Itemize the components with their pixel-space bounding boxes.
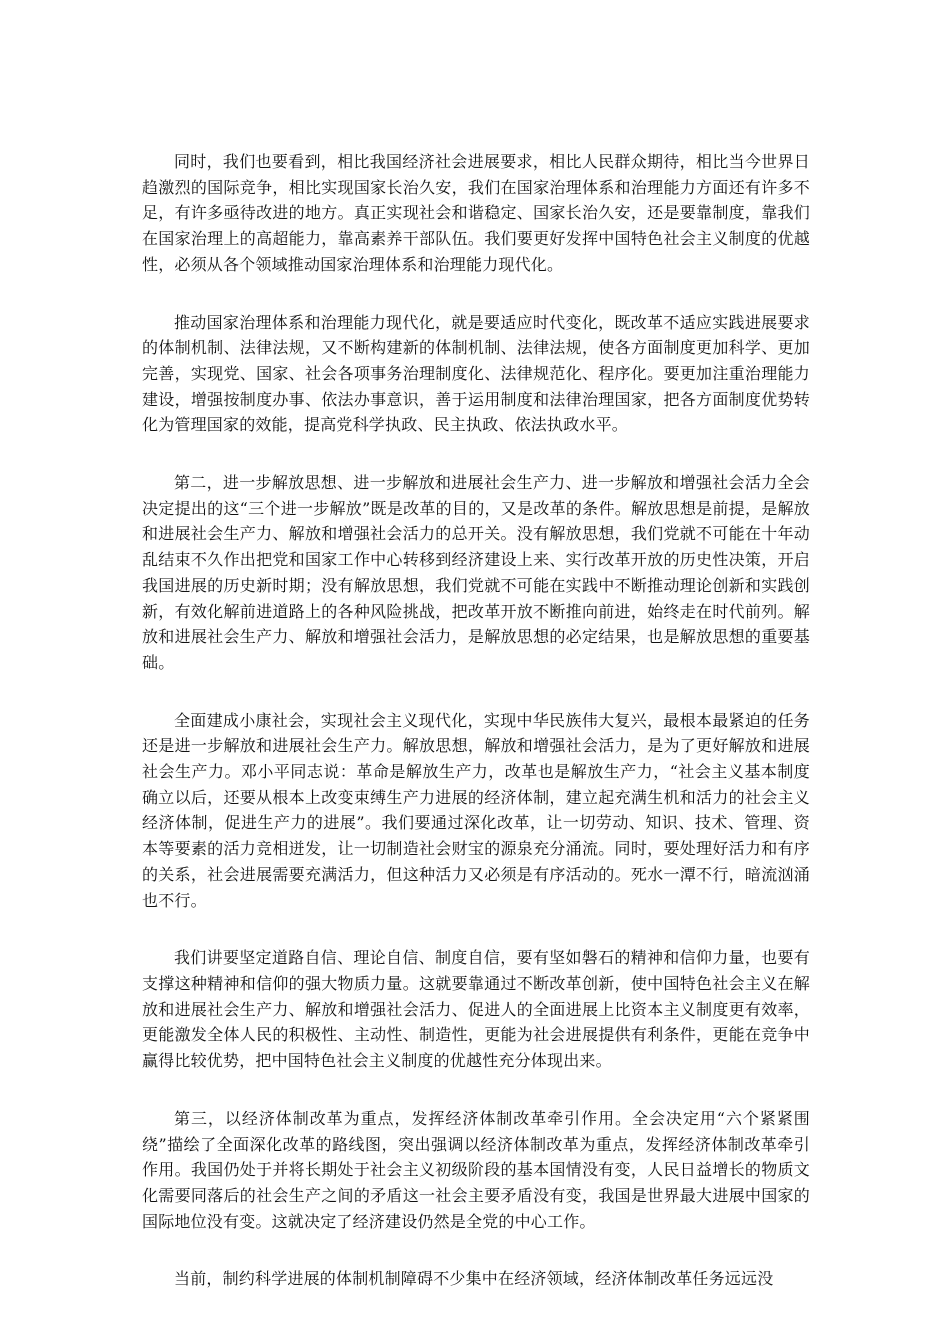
paragraph-4: 全面建成小康社会，实现社会主义现代化，实现中华民族伟大复兴，最根本最紧迫的任务还是进一步解放和进展社会生产力。解放思想，解放和增强社会活力，是为了更好解放和进展社会生产力。邓小平同志说：革命是解放生产力，改革也是解放生产力，“社会主义基本制度确立以后，还要从根本上改变束缚生产力进展的经济体制，建立起充满生机和活力的社会主义经济体制，促进生产力的进展”。我们要通过深化改革，让一切劳动、知识、技术、管理、资本等要素的活力竞相迸发，让一切制造社会财宝的源泉充分涌流。同时，要处理好活力和有序的关系，社会进展需要充满活力，但这种活力又必须是有序活动的。死水一潭不行，暗流汹涌也不行。 — [142, 710, 810, 910]
paragraph-5: 我们讲要坚定道路自信、理论自信、制度自信，要有坚如磐石的精神和信仰力量，也要有支撑这种精神和信仰的强大物质力量。这就要靠通过不断改革创新，使中国特色社会主义在解放和进展社会生产力、解放和增强社会活力、促进人的全面进展上比资本主义制度更有效率，更能激发全体人民的积极性、主动性、制造性，更能为社会进展提供有利条件，更能在竞争中赢得比较优势，把中国特色社会主义制度的优越性充分体现出来。 — [142, 948, 810, 1071]
paragraph-7: 当前，制约科学进展的体制机制障碍不少集中在经济领域，经济体制改革任务远远没 — [174, 1269, 774, 1289]
paragraph-6: 第三，以经济体制改革为重点，发挥经济体制改革牵引作用。全会决定用“六个紧紧围绕”描绘了全面深化改革的路线图，突出强调以经济体制改革为重点，发挥经济体制改革牵引作用。我国仍处于并将长期处于社会主义初级阶段的基本国情没有变，人民日益增长的物质文化需要同落后的社会生产之间的矛盾这一社会主要矛盾没有变，我国是世界最大进展中国家的国际地位没有变。这就决定了经济建设仍然是全党的中心工作。 — [142, 1108, 810, 1231]
paragraph-1: 同时，我们也要看到，相比我国经济社会进展要求，相比人民群众期待，相比当今世界日趋激烈的国际竞争，相比实现国家长治久安，我们在国家治理体系和治理能力方面还有许多不足，有许多亟待改进的地方。真正实现社会和谐稳定、国家长治久安，还是要靠制度，靠我们在国家治理上的高超能力，靠高素养干部队伍。我们要更好发挥中国特色社会主义制度的优越性，必须从各个领域推动国家治理体系和治理能力现代化。 — [142, 152, 810, 274]
paragraph-3: 第二，进一步解放思想、进一步解放和进展社会生产力、进一步解放和增强社会活力全会决定提出的这“三个进一步解放”既是改革的目的，又是改革的条件。解放思想是前提，是解放和进展社会生产力、解放和增强社会活力的总开关。没有解放思想，我们党就不可能在十年动乱结束不久作出把党和国家工作中心转移到经济建设上来、实行改革开放的历史性决策，开启我国进展的历史新时期；没有解放思想，我们党就不可能在实践中不断推动理论创新和实践创新，有效化解前进道路上的各种风险挑战，把改革开放不断推向前进，始终走在时代前列。解放和进展社会生产力、解放和增强社会活力，是解放思想的必定结果，也是解放思想的重要基础。 — [142, 473, 810, 672]
document-body — [142, 149, 810, 1292]
paragraph-2: 推动国家治理体系和治理能力现代化，就是要适应时代变化，既改革不适应实践进展要求的体制机制、法律法规，又不断构建新的体制机制、法律法规，使各方面制度更加科学、更加完善，实现党、国家、社会各项事务治理制度化、法律规范化、程序化。要更加注重治理能力建设，增强按制度办事、依法办事意识，善于运用制度和法律治理国家，把各方面制度优势转化为管理国家的效能，提高党科学执政、民主执政、依法执政水平。 — [142, 312, 810, 435]
